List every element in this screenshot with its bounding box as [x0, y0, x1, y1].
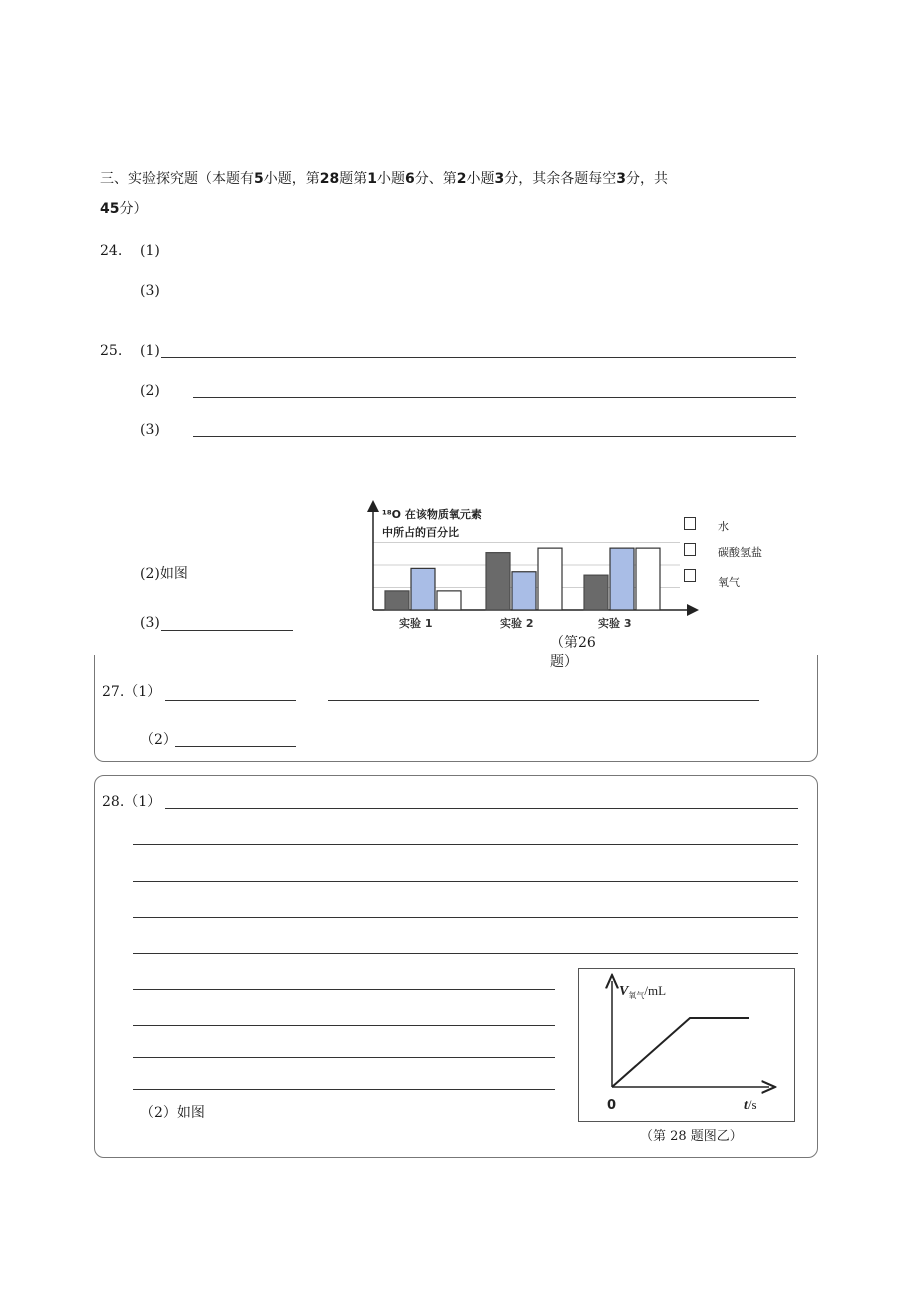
header-text: 三、实验探究题（本题有	[100, 171, 254, 187]
q28-graph-caption: （第 28 题图乙）	[640, 1129, 743, 1144]
header-text: 分、第	[414, 171, 457, 187]
legend-swatch-bicarbonate	[684, 543, 696, 556]
chart-bar	[385, 591, 409, 610]
q25-answer-line-1[interactable]	[161, 357, 796, 358]
header-num: 2	[456, 171, 467, 187]
header-text: 小题，第	[263, 171, 320, 187]
q25-part1-label: (1)	[140, 343, 160, 359]
q28-answer-line[interactable]	[133, 989, 555, 990]
q26-answer-line-3[interactable]	[161, 630, 293, 631]
header-num: 6	[404, 171, 415, 187]
legend-label-oxygen: 氧气	[718, 576, 740, 589]
legend-label-water: 水	[718, 520, 729, 533]
q27-number: 27.（1）	[102, 684, 162, 700]
header-num: 3	[494, 171, 505, 187]
chart-bar	[486, 553, 510, 610]
legend-label-bicarbonate: 碳酸氢盐	[718, 546, 762, 559]
graph-y-label-unit: /mL	[644, 983, 667, 998]
q25-part3-label: (3)	[140, 422, 160, 438]
q28-volume-time-graph	[579, 969, 794, 1121]
q28-answer-line[interactable]	[165, 808, 798, 809]
graph-y-label-sub: 氧气	[628, 991, 645, 1000]
chart-title-line1: ¹⁸O 在该物质氧元素	[382, 508, 482, 521]
header-num: 5	[254, 171, 264, 187]
header-text: 分，共	[625, 171, 668, 187]
q27-answer-line-2[interactable]	[175, 746, 296, 747]
q28-answer-line[interactable]	[133, 881, 798, 882]
graph-curve	[612, 1018, 749, 1087]
header-text: 分）	[119, 201, 148, 217]
q25-answer-line-2[interactable]	[193, 397, 796, 398]
section-header	[100, 164, 720, 224]
q25-part2-label: (2)	[140, 383, 160, 399]
header-text: 分，其余各题每空	[504, 171, 617, 187]
header-num: 1	[367, 171, 377, 187]
q28-answer-line[interactable]	[133, 844, 798, 845]
q26-part3-label: (3)	[140, 615, 160, 631]
graph-x-label	[744, 1097, 757, 1113]
q28-answer-line[interactable]	[133, 1089, 555, 1090]
graph-origin: 0	[607, 1098, 617, 1113]
q27-part2-label: （2）	[140, 732, 177, 748]
header-num: 3	[616, 171, 626, 187]
q28-answer-line[interactable]	[133, 1057, 555, 1058]
chart-bar	[636, 548, 660, 610]
q24-part3-label: (3)	[140, 283, 160, 299]
graph-x-label-unit: /s	[747, 1097, 757, 1112]
header-text: 小题	[466, 171, 495, 187]
header-num: 28	[319, 171, 340, 187]
q26-bar-chart	[360, 500, 700, 640]
chart-bar	[437, 591, 461, 610]
q24-number: 24.	[100, 243, 123, 259]
q26-caption-line2: 题）	[550, 654, 578, 670]
graph-y-label	[619, 983, 666, 1000]
q26-caption-line1: （第26	[550, 635, 596, 651]
q28-answer-line[interactable]	[133, 1025, 555, 1026]
q25-number: 25.	[100, 343, 123, 359]
q28-number: 28.（1）	[102, 794, 162, 810]
chart-bar	[538, 548, 562, 610]
header-num: 45	[100, 201, 120, 217]
chart-bar	[584, 575, 608, 610]
q28-answer-line[interactable]	[133, 917, 798, 918]
legend-swatch-water	[684, 517, 696, 530]
chart-x-tick-label: 实验 1	[399, 617, 433, 630]
chart-x-tick-label: 实验 3	[598, 617, 632, 630]
q24-part1-label: (1)	[140, 243, 160, 259]
header-text: 小题	[376, 171, 405, 187]
graph-y-label-main: V	[619, 984, 629, 999]
chart-bar	[512, 572, 536, 610]
q27-answer-line-1a[interactable]	[165, 700, 296, 701]
graph-x-label-var: t	[744, 1098, 748, 1113]
q26-part2-label: (2)如图	[140, 566, 188, 582]
header-text: 题第	[339, 171, 368, 187]
chart-title-line2: 中所占的百分比	[382, 526, 459, 539]
q27-answer-line-1b[interactable]	[328, 700, 759, 701]
q28-part2-label: （2）如图	[140, 1105, 205, 1121]
chart-bar	[411, 568, 435, 610]
chart-bar	[610, 548, 634, 610]
chart-x-tick-label: 实验 2	[500, 617, 534, 630]
q28-answer-line[interactable]	[133, 953, 798, 954]
q25-answer-line-3[interactable]	[193, 436, 796, 437]
legend-swatch-oxygen	[684, 569, 696, 582]
